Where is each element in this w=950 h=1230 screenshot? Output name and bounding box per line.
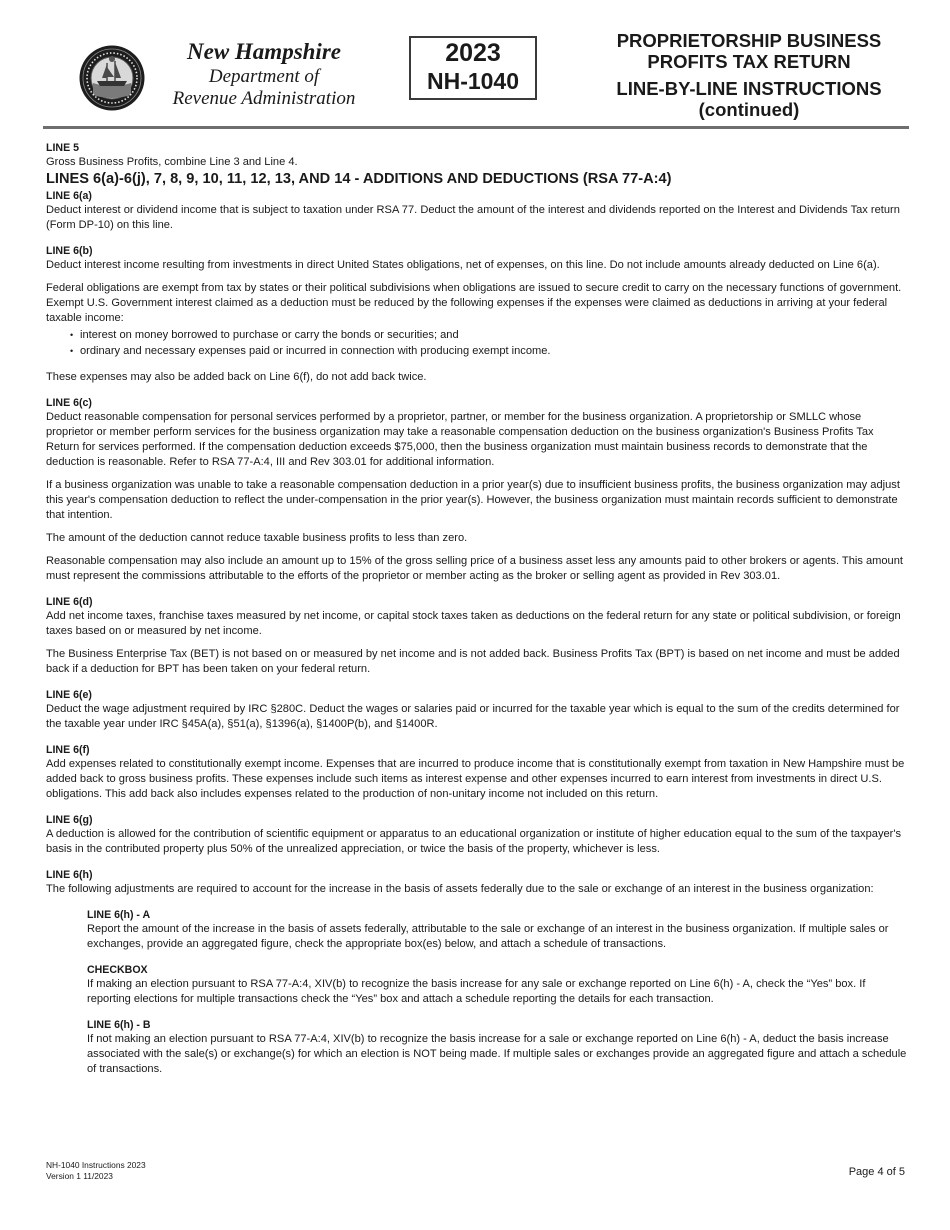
line5-text: Gross Business Profits, combine Line 3 and Line 4. [46, 156, 298, 168]
document-title-block [583, 30, 915, 120]
line6f-text: Add expenses related to constitutionally exempt income. Expenses that are incurred to produce income that is constitutionally exempt from taxation in New Hampshire must be added back to gross business profits. These expenses include such items as interest expense and other expenses incurred to earn interest from investments in direct U.S. obligations. This add back also includes expenses related to the production of non-unitary income not included on this return. [46, 758, 905, 800]
footer-document-info [46, 1160, 146, 1182]
page-number: Page 4 of 5 [848, 1166, 905, 1178]
line6c-text-2: If a business organization was unable to take a reasonable compensation deduction in a prior year(s) due to insufficient business profits, the business organization may adjust this year's compensation deduction to reflect the under-compensation in the prior year(s). However, the business organization must maintain records sufficient to demonstrate that intention. [46, 479, 900, 521]
state-name: New Hampshire [187, 39, 341, 64]
state-seal-icon [79, 45, 145, 111]
line6c-text-3: The amount of the deduction cannot reduce taxable business profits to less than zero. [46, 532, 468, 544]
department-line-1: Department of [208, 66, 320, 87]
line6c-text-1: Deduct reasonable compensation for personal services performed by a proprietor, partner, or member for the business organization. A proprietorship or SMLLC whose proprietor or member perform services for the business organization may take a reasonable compensation deduction on the business organization's Business Profits Tax Return for services performed. If the compensation deduction exceeds $75,000, then the business organization must maintain business records to demonstrate that the deduction is reasonable. Refer to RSA 77-A:4, III and Rev 303.01 for additional information. [46, 411, 874, 468]
section-heading: LINES 6(a)-6(j), 7, 8, 9, 10, 11, 12, 13, AND 14 - ADDITIONS AND DEDUCTIONS (RSA 77-A:4) [46, 171, 672, 187]
footer-version: Version 1 11/2023 [46, 1171, 113, 1181]
list-item: • ordinary and necessary expenses paid or incurred in connection with producing exempt income. [80, 344, 908, 360]
line6h-a-heading: LINE 6(h) - A [87, 909, 151, 921]
line6h-b-heading: LINE 6(h) - B [87, 1019, 151, 1031]
title-line-1: PROPRIETORSHIP BUSINESS [616, 30, 882, 51]
form-id-box [409, 36, 537, 100]
header-divider [43, 126, 909, 129]
title-line-2: PROFITS TAX RETURN [647, 51, 851, 72]
line6g-text: A deduction is allowed for the contribution of scientific equipment or apparatus to an educational organization or institute of higher education equal to the sum of the taxpayer's basis in the contributed property plus 50% of the unrealized appreciation, or twice the basis of the property, whichever is less. [46, 828, 902, 855]
line6h-b-text: If not making an election pursuant to RSA 77-A:4, XIV(b) to recognize the basis increase for a sale or exchange reported on Line 6(h) - A, deduct the basis increase associated with the sale(s) or exchange(s) for which an election is NOT being made. If multiple sales or exchanges provide an aggregated figure and attach a schedule of transactions. [87, 1033, 907, 1075]
line6d-heading: LINE 6(d) [46, 596, 93, 608]
line6c-heading: LINE 6(c) [46, 397, 92, 409]
title-line-4: (continued) [698, 99, 800, 120]
department-line-2: Revenue Administration [172, 88, 356, 109]
title-line-3: LINE-BY-LINE INSTRUCTIONS [616, 78, 882, 99]
instructions-body [46, 141, 908, 1077]
line6h-text: The following adjustments are required to account for the increase in the basis of assets federally due to the sale or exchange of an interest in the business organization: [46, 883, 874, 895]
form-year: 2023 [445, 39, 501, 67]
line6a-heading: LINE 6(a) [46, 190, 92, 202]
line6b-text-2: Federal obligations are exempt from tax by states or their political subdivisions when obligations are issued to secure credit to carry on the necessary functions of government. Exempt U.S. Government interest claimed as a deduction must be reduced by the following expenses if the expenses were claimed as deductions in arriving at your federal taxable income: [46, 282, 902, 324]
form-number: NH-1040 [426, 68, 520, 94]
line6f-heading: LINE 6(f) [46, 744, 90, 756]
line6e-text: Deduct the wage adjustment required by IRC §280C. Deduct the wages or salaries paid or incurred for the taxable year which is equal to the sum of the credits determined for the taxable year under IRC §45A(a), §51(a), §1396(a), §1400P(b), and §1400R. [46, 703, 900, 730]
checkbox-text: If making an election pursuant to RSA 77-A:4, XIV(b) to recognize the basis increase for any sale or exchange reported on Line 6(h) - A, check the “Yes” box. If reporting elections for multiple transactions check the “Yes” box and attach a schedule reporting the details for each transaction. [87, 978, 866, 1005]
line6d-text-1: Add net income taxes, franchise taxes measured by net income, or capital stock taxes taken as deductions on the federal return for any state or political subdivision, or foreign taxes based on or measured by net income. [46, 610, 901, 637]
line6c-text-4: Reasonable compensation may also include an amount up to 15% of the gross selling price of a business asset less any amounts paid to other brokers or agents. This amount must represent the commissions attributable to the efforts of the proprietor or member acting as the broker or selling agent as provided in Rev 303.01. [46, 555, 903, 582]
line6b-heading: LINE 6(b) [46, 245, 93, 257]
list-item: • interest on money borrowed to purchase or carry the bonds or securities; and [80, 328, 908, 344]
line5-heading: LINE 5 [46, 142, 79, 154]
line6h-heading: LINE 6(h) [46, 869, 93, 881]
line6b-text-1: Deduct interest income resulting from investments in direct United States obligations, net of expenses, on this line. Do not include amounts already deducted on Line 6(a). [46, 259, 880, 271]
line6g-heading: LINE 6(g) [46, 814, 93, 826]
line6e-heading: LINE 6(e) [46, 689, 92, 701]
line6h-a-text: Report the amount of the increase in the basis of assets federally, attributable to the sale or exchange of an interest in the business organization. If multiple sales or exchanges, provide an aggregated figure, check the appropriate box(es) below, and attach a schedule of transactions. [87, 923, 889, 950]
agency-name-block [150, 38, 378, 110]
footer-doc-name: NH-1040 Instructions 2023 [46, 1160, 146, 1170]
line6a-text: Deduct interest or dividend income that is subject to taxation under RSA 77. Deduct the amount of the interest and dividends reported on the Interest and Dividends Tax return (Form DP-10) on this line. [46, 204, 900, 231]
line6b-bullet-list [46, 328, 908, 359]
checkbox-heading: CHECKBOX [87, 964, 148, 976]
line6b-text-3: These expenses may also be added back on Line 6(f), do not add back twice. [46, 371, 427, 383]
line6d-text-2: The Business Enterprise Tax (BET) is not based on or measured by net income and is not added back. Business Profits Tax (BPT) is based on net income and must be added back if a deduction for BPT has been taken on your federal return. [46, 648, 900, 675]
